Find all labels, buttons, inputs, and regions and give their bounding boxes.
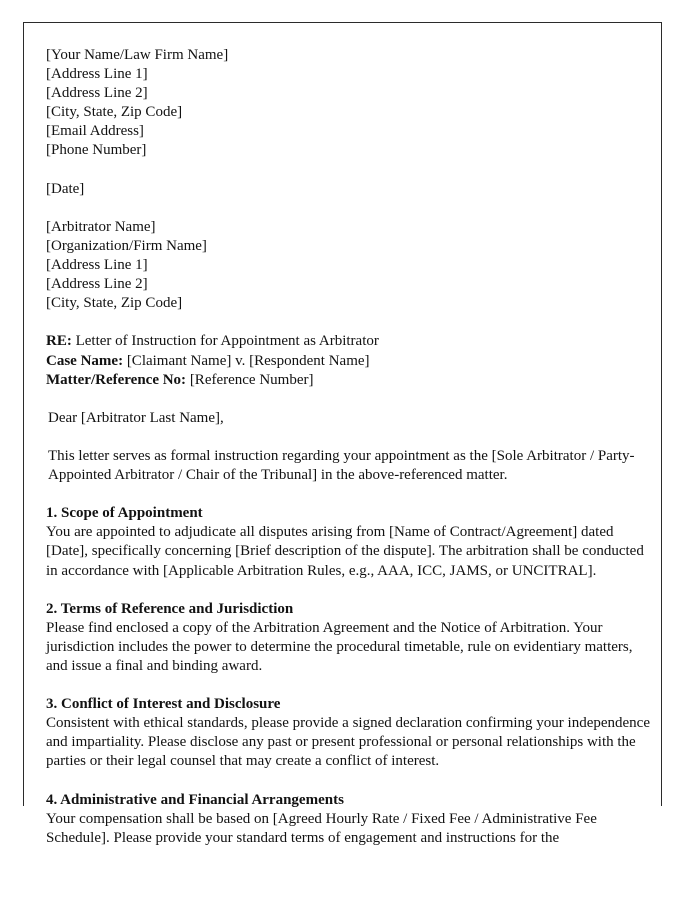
section-administrative-financial [46,791,651,848]
sender-address-block [46,46,651,161]
re-value: Letter of Instruction for Appointment as Arbitrator [75,333,379,350]
section-title: 3. Conflict of Interest and Disclosure [46,696,281,713]
spacer [46,390,651,409]
spacer [46,313,651,332]
reference-block [46,332,651,389]
recipient-address-line: [Organization/Firm Name] [46,237,207,254]
salutation-wrapper [46,409,651,428]
matter-reference-label: Matter/Reference No: [46,371,187,388]
matter-reference-line [46,371,651,390]
letter-date: [Date] [46,180,85,197]
sender-address-line: [Phone Number] [46,142,147,159]
section-scope-of-appointment [46,504,651,580]
case-name-line [46,352,651,371]
recipient-address-line: [City, State, Zip Code] [46,295,183,312]
recipient-address-block [46,218,651,313]
case-name-label: Case Name: [46,352,124,369]
document-page [23,22,662,846]
section-title: 2. Terms of Reference and Jurisdiction [46,600,294,617]
spacer [46,428,651,447]
recipient-address-line: [Address Line 2] [46,276,148,293]
section-body: Please find enclosed a copy of the Arbitration Agreement and the Notice of Arbitration. Your jurisdiction includes the power to determine the procedural timetable, rule on evidentiary matters, and issue a final and binding award. [46,619,633,674]
sender-address-line: [Address Line 1] [46,66,148,83]
section-title: 1. Scope of Appointment [46,505,203,522]
sender-address-line: [Email Address] [46,123,144,140]
matter-reference-value: [Reference Number] [189,371,314,388]
spacer [46,199,651,218]
re-label: RE: [46,333,72,350]
opening-paragraph-wrapper [46,447,651,485]
section-body: Consistent with ethical standards, please provide a signed declaration confirming your independence and impartiality. Please disclose any past or present professional or personal relationships with the parties or their legal counsel that may create a conflict of interest. [46,715,650,770]
section-terms-of-reference [46,600,651,676]
opening-paragraph: This letter serves as formal instruction regarding your appointment as the [Sole Arbitrator / Party-Appointed Arbitrator / Chair of the Tribunal] in the above-referenced matter. [48,447,635,484]
sender-address-line: [City, State, Zip Code] [46,104,183,121]
sender-address-line: [Your Name/Law Firm Name] [46,47,229,63]
section-title: 4. Administrative and Financial Arrangements [46,791,344,808]
case-name-value: [Claimant Name] v. [Respondent Name] [126,352,370,369]
section-body: Your compensation shall be based on [Agreed Hourly Rate / Fixed Fee / Administrative Fee Schedule]. Please provide your standard terms of engagement and instructions for the [46,810,597,846]
section-body: You are appointed to adjudicate all disputes arising from [Name of Contract/Agreement] dated [Date], specifically concerning [Brief description of the dispute]. The arbitration shall be conducted in accordance with [Applicable Arbitration Rules, e.g., AAA, ICC, JAMS, or UNCITRAL]. [46,524,644,579]
re-line [46,332,651,351]
recipient-address-line: [Arbitrator Name] [46,218,156,235]
recipient-address-line: [Address Line 1] [46,257,148,274]
sender-address-line: [Address Line 2] [46,85,148,102]
document-body [24,23,663,848]
spacer [46,772,651,791]
spacer [46,161,651,180]
spacer [46,676,651,695]
spacer [46,485,651,504]
spacer [46,581,651,600]
section-conflict-of-interest [46,695,651,771]
salutation: Dear [Arbitrator Last Name], [48,409,224,426]
